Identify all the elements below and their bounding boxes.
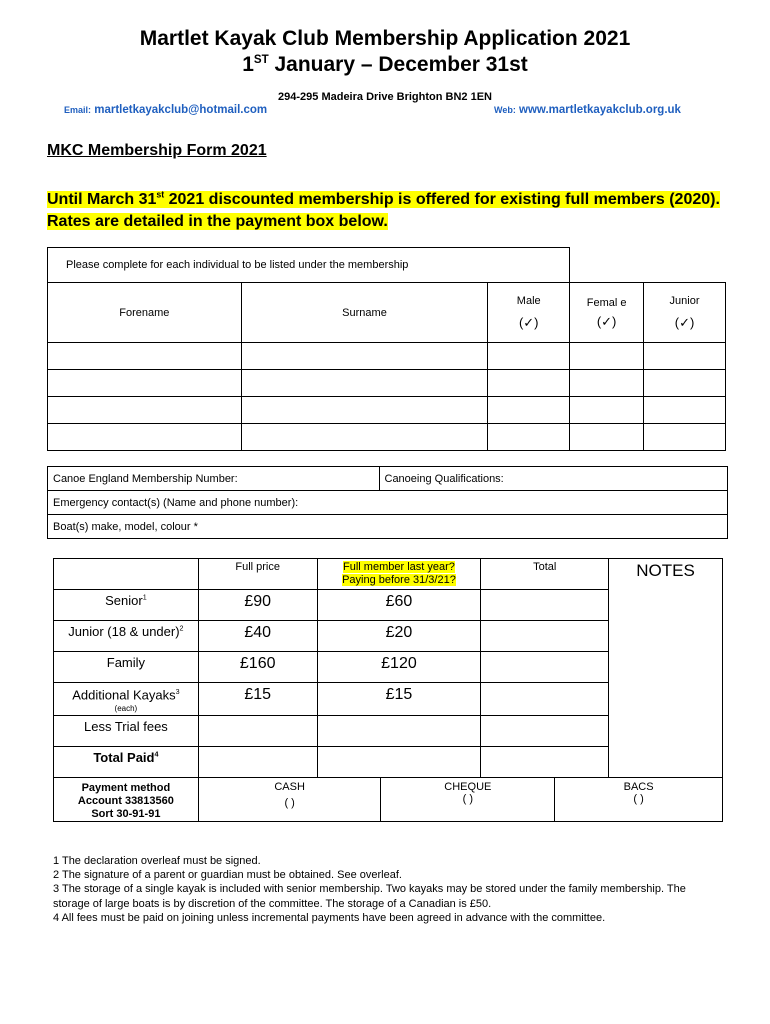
cash-option[interactable]: CASH ( ) [198, 778, 381, 822]
total-paid-discount-cell[interactable] [317, 747, 481, 778]
male-cell[interactable] [488, 370, 570, 397]
discount-notice: Until March 31st 2021 discounted membership is offered for existing full members (2020). Rates are detailed in the payment box below. [47, 190, 720, 231]
forename-cell[interactable] [48, 370, 242, 397]
family-label: Family [54, 652, 199, 683]
payment-table [53, 558, 723, 822]
kayaks-total-cell[interactable] [481, 683, 609, 716]
notes-box[interactable]: NOTES [609, 559, 723, 778]
surname-cell[interactable] [241, 343, 488, 370]
less-trial-total-cell[interactable] [481, 716, 609, 747]
forename-cell[interactable] [48, 397, 242, 424]
member-row-3 [48, 397, 726, 424]
club-address: 294-295 Madeira Drive Brighton BN2 1EN [278, 91, 492, 103]
member-row-2 [48, 370, 726, 397]
junior-cell[interactable] [644, 343, 726, 370]
page-subtitle: 1ST January – December 31st [242, 53, 528, 76]
email-link[interactable]: martletkayakclub@hotmail.com [94, 104, 268, 116]
junior-header: Junior (✓) [644, 283, 726, 343]
kayaks-full-price: £15 [198, 683, 317, 716]
male-cell[interactable] [488, 343, 570, 370]
surname-cell[interactable] [241, 370, 488, 397]
junior-total-cell[interactable] [481, 621, 609, 652]
total-header: Total [481, 559, 609, 590]
member-row-1 [48, 343, 726, 370]
footnotes [53, 854, 723, 925]
kayaks-discount-price: £15 [317, 683, 481, 716]
form-title: MKC Membership Form 2021 [47, 142, 267, 159]
male-cell[interactable] [488, 397, 570, 424]
total-paid-full-cell[interactable] [198, 747, 317, 778]
female-cell[interactable] [570, 370, 644, 397]
surname-header: Surname [241, 283, 488, 343]
female-cell[interactable] [570, 424, 644, 451]
forename-cell[interactable] [48, 424, 242, 451]
boats-field[interactable]: Boat(s) make, model, colour * [48, 515, 728, 539]
family-full-price: £160 [198, 652, 317, 683]
family-total-cell[interactable] [481, 652, 609, 683]
female-cell[interactable] [570, 343, 644, 370]
forename-cell[interactable] [48, 343, 242, 370]
footnote-4: 4 All fees must be paid on joining unless incremental payments have been agreed in advance with the committee. [53, 911, 606, 924]
female-cell[interactable] [570, 397, 644, 424]
senior-discount-price: £60 [317, 590, 481, 621]
ce-number-field[interactable]: Canoe England Membership Number: [48, 467, 380, 491]
senior-label: Senior$^1$ [54, 590, 199, 621]
less-trial-full-cell[interactable] [198, 716, 317, 747]
total-paid-total-cell[interactable] [481, 747, 609, 778]
bacs-option[interactable]: BACS ( ) [555, 778, 723, 822]
junior-cell[interactable] [644, 397, 726, 424]
female-header: Femal e (✓) [570, 283, 644, 343]
forename-header: Forename [48, 283, 242, 343]
footnote-3: 3 The storage of a single kayak is included with senior membership. Two kayaks may be stored under the family membership. The storage of large boats is by discretion of the committee. The storage of a Canadian is £50. [53, 883, 686, 910]
junior-cell[interactable] [644, 424, 726, 451]
family-discount-price: £120 [317, 652, 481, 683]
senior-total-cell[interactable] [481, 590, 609, 621]
junior-full-price: £40 [198, 621, 317, 652]
details-table [47, 466, 728, 539]
junior-cell[interactable] [644, 370, 726, 397]
member-row-4 [48, 424, 726, 451]
surname-cell[interactable] [241, 424, 488, 451]
full-price-header: Full price [198, 559, 317, 590]
web-line: Web: www.martletkayakclub.org.uk [494, 104, 681, 116]
less-trial-label: Less Trial fees [54, 716, 199, 747]
footnote-2: 2 The signature of a parent or guardian must be obtained. See overleaf. [53, 869, 402, 882]
qualifications-field[interactable]: Canoeing Qualifications: [379, 467, 728, 491]
male-cell[interactable] [488, 424, 570, 451]
male-header: Male (✓) [488, 283, 570, 343]
junior-label: Junior (18 & under)$^2$ [54, 621, 199, 652]
senior-full-price: £90 [198, 590, 317, 621]
members-instruction: Please complete for each individual to be listed under the membership [48, 248, 488, 283]
page-title: Martlet Kayak Club Membership Application 2021 [139, 27, 631, 50]
emergency-contact-field[interactable]: Emergency contact(s) (Name and phone number): [48, 491, 728, 515]
kayaks-label: Additional Kayaks$^3$ (each) [54, 683, 199, 716]
email-line: Email: martletkayakclub@hotmail.com [64, 104, 268, 116]
surname-cell[interactable] [241, 397, 488, 424]
members-table [47, 247, 726, 451]
footnote-1: 1 The declaration overleaf must be signed. [53, 855, 261, 867]
last-year-header: Full member last year? Paying before 31/3/21? [317, 559, 481, 590]
payment-method-label: Payment method Account 33813560 Sort 30-91-91 [54, 778, 199, 822]
web-link[interactable]: www.martletkayakclub.org.uk [519, 104, 681, 116]
junior-discount-price: £20 [317, 621, 481, 652]
less-trial-discount-cell[interactable] [317, 716, 481, 747]
cheque-option[interactable]: CHEQUE ( ) [381, 778, 555, 822]
total-paid-label: Total Paid$^4$ [54, 747, 199, 778]
